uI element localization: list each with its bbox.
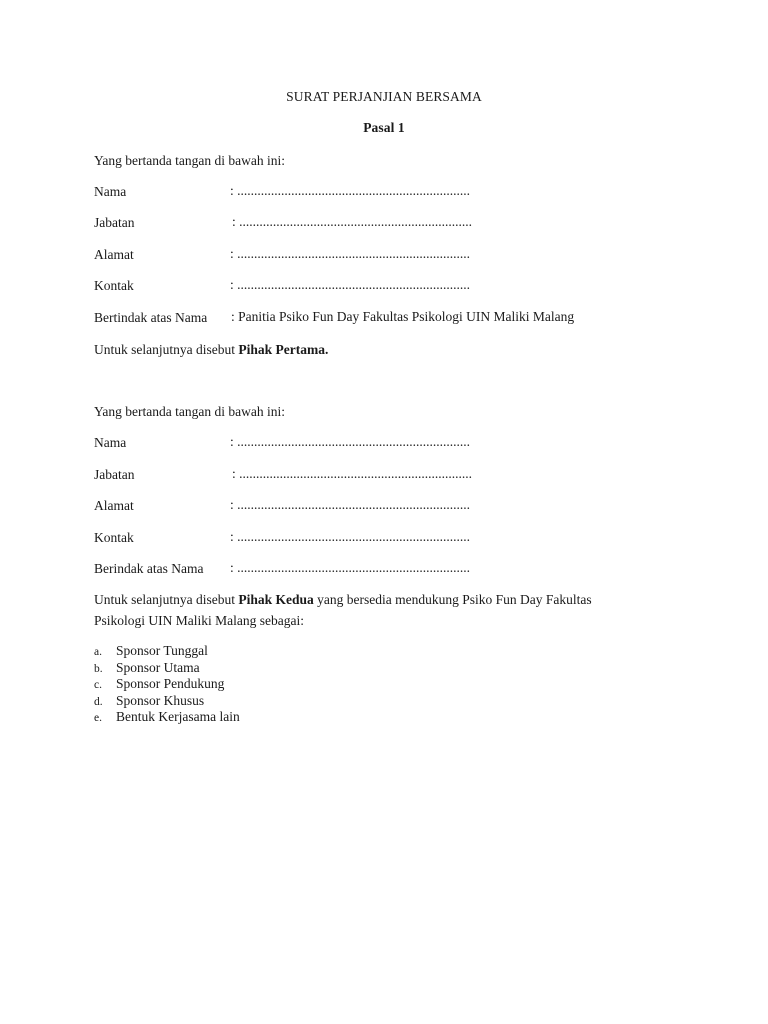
second-party-position-row <box>94 466 134 483</box>
list-item-text: Sponsor Utama <box>116 659 200 675</box>
field-value: : ..................................................................... <box>230 277 471 292</box>
field-label: Jabatan <box>94 467 135 482</box>
first-party-intro: Yang bertanda tangan di bawah ini: <box>94 153 285 168</box>
first-party-closing <box>94 341 328 358</box>
list-marker: d. <box>94 695 103 708</box>
second-party-contact-row <box>94 529 134 546</box>
field-value: : ..................................................................... <box>232 466 473 481</box>
list-item-text: Sponsor Tunggal <box>116 643 208 658</box>
field-value: : ..................................................................... <box>230 434 471 449</box>
closing-text-suffix: yang bersedia mendukung Psiko Fun Day Fakultas <box>313 592 592 607</box>
list-item-text: Bentuk Kerjasama lain <box>116 709 240 725</box>
list-item <box>94 693 240 710</box>
first-party-contact-row <box>94 277 134 294</box>
second-party-intro: Yang bertanda tangan di bawah ini: <box>94 404 285 419</box>
field-value: : ..................................................................... <box>230 497 471 512</box>
field-label: Nama <box>94 184 127 199</box>
field-label: Bertindak atas Nama <box>94 310 208 325</box>
sponsorship-options-list <box>94 643 240 726</box>
field-label: Alamat <box>94 247 134 262</box>
document-title: SURAT PERJANJIAN BERSAMA <box>286 89 482 104</box>
field-value: : ..................................................................... <box>230 529 471 544</box>
list-marker: b. <box>94 662 103 675</box>
list-marker: c. <box>94 679 102 692</box>
field-value: : ..................................................................... <box>232 214 473 229</box>
list-item-text: Sponsor Pendukung <box>116 676 225 692</box>
list-item <box>94 676 240 693</box>
field-label: Berindak atas Nama <box>94 561 204 576</box>
second-party-acting-row <box>94 560 203 577</box>
first-party-acting-row <box>94 309 207 326</box>
article-heading: Pasal 1 <box>363 120 405 135</box>
field-value: : ..................................................................... <box>230 183 471 198</box>
closing-text: Untuk selanjutnya disebut <box>94 592 239 607</box>
second-party-closing-line2: Psikologi UIN Maliki Malang sebagai: <box>94 613 304 628</box>
first-party-name-row <box>94 183 126 200</box>
list-marker: a. <box>94 646 102 658</box>
first-party-position-row <box>94 214 134 231</box>
list-item <box>94 643 240 660</box>
list-item <box>94 660 240 677</box>
closing-text: Untuk selanjutnya disebut <box>94 342 239 357</box>
field-value: : Panitia Psiko Fun Day Fakultas Psikologi UIN Maliki Malang <box>231 309 575 324</box>
field-label: Alamat <box>94 498 134 513</box>
second-party-designation: Pihak Kedua <box>238 592 314 607</box>
field-value: : ..................................................................... <box>230 560 471 575</box>
second-party-address-row <box>94 497 134 514</box>
list-marker: e. <box>94 712 102 725</box>
field-label: Jabatan <box>94 215 135 230</box>
first-party-designation: Pihak Pertama. <box>238 342 329 357</box>
list-item-text: Sponsor Khusus <box>116 692 205 708</box>
field-label: Kontak <box>94 278 134 293</box>
field-label: Kontak <box>94 530 134 545</box>
second-party-name-row <box>94 434 126 451</box>
field-value: : ..................................................................... <box>230 246 471 261</box>
list-item <box>94 709 240 726</box>
first-party-address-row <box>94 246 134 263</box>
field-label: Nama <box>94 435 127 450</box>
second-party-closing <box>94 591 592 608</box>
